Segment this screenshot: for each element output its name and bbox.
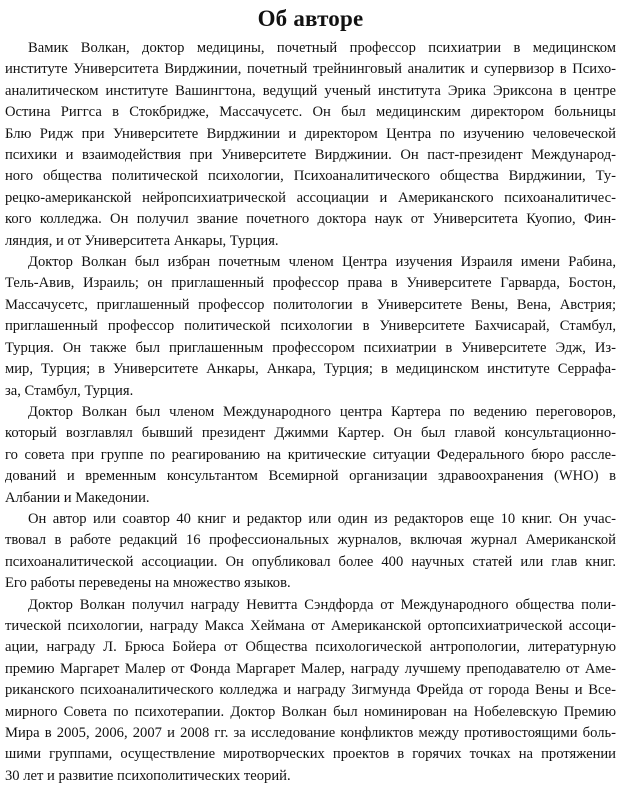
text-line: ации, награду Л. Брюса Бойера от Общества психологической антропологии, литературную (5, 639, 616, 656)
text-line: Массачусетс, приглашенный профессор политологии в Университете Вены, Вена, Австрия; (5, 296, 616, 313)
text-line: Турция. Он также был приглашенным профессором психиатрии в Университете Эдж, Из- (5, 339, 616, 356)
text-line: за, Стамбул, Турция. (5, 382, 134, 399)
text-line: твовал в работе редакций 16 профессиональных журналов, включая журнал Американской (5, 532, 616, 549)
text-line: Доктор Волкан был избран почетным членом Центра изучения Израиля имени Рабина, (28, 254, 616, 271)
text-line: го совета при группе по реагированию на критические ситуации Федерального бюро рассле- (5, 446, 616, 463)
text-line: риканского психоаналитического колледжа и награду Зигмунда Фрейда от города Вены и Все- (5, 682, 616, 699)
text-line: Мира в 2005, 2006, 2007 и 2008 гг. за исследование конфликтов между противостоящими боль- (5, 725, 616, 741)
text-line: дований и временным консультантом Всемирной организации здравоохранения (WHO) в (5, 468, 616, 485)
text-line: Вамик Волкан, доктор медицины, почетный профессор психиатрии в медицинском (28, 40, 616, 56)
text-line: Он автор или соавтор 40 книг и редактор или один из редакторов еще 10 книг. Он учас- (28, 510, 616, 527)
text-line: Доктор Волкан получил награду Невитта Сэндфорда от Международного общества поли- (28, 596, 616, 613)
text-line: шими группами, осуществление миротворческих проектов в горячих точках на протяжении (5, 746, 616, 763)
text-line: Блю Ридж при Университете Вирджинии и директором Центра по изучению человеческой (5, 125, 616, 142)
text-line: аналитическом институте Вашингтона, ведущий ученый института Эрика Эриксона в центре (5, 82, 616, 99)
text-line: ляндия, и от Университета Анкары, Турция. (5, 232, 279, 249)
paragraph (5, 252, 616, 402)
text-line: который возглавлял бывший президент Джимми Картер. Он был главой консультационно- (5, 425, 616, 442)
text-line: 30 лет и развитие психополитических теорий. (5, 767, 291, 784)
text-line: Остина Риггса в Стокбридже, Массачусетс. Он был медицинским директором больницы (5, 104, 616, 121)
paragraph (5, 402, 616, 509)
text-line: Албании и Македонии. (5, 489, 150, 506)
body-text (5, 38, 616, 787)
text-line: премию Маргарет Малер от Фонда Маргарет Малер, награду лучшему преподавателю от Аме- (5, 660, 616, 677)
text-line: мир, Турция; в Университете Анкары, Анкара, Турция; в медицинском институте Серрафа- (5, 361, 616, 378)
paragraph (5, 38, 616, 252)
text-line: Доктор Волкан был членом Международного центра Картера по ведению переговоров, (28, 403, 616, 420)
text-line: психоаналитической ассоциации. Он опубликовал более 400 научных статей или глав книг. (5, 553, 616, 570)
page-title: Об авторе (257, 6, 364, 31)
text-line: ного общества политической психологии, Психоаналитического общества Вирджинии, Ту- (5, 168, 616, 185)
text-line: психики и взаимодействия при Университете Вирджинии. Он паст-президент Международ- (5, 147, 616, 164)
text-line: рецко-американской нейропсихиатрической ассоциации и Американского психоаналитичес- (5, 189, 616, 206)
text-line: приглашенный профессор политической психологии в Университете Бахчисарай, Стамбул, (5, 318, 616, 335)
paragraph (5, 509, 616, 595)
text-line: тической психологии, награду Макса Хеймана от Американской ортопсихиатрической ассоци- (5, 617, 616, 634)
paragraph (5, 595, 616, 787)
text-line: Тель-Авив, Израиль; он приглашенный профессор права в Университете Гарварда, Бостон, (5, 275, 616, 292)
text-line: мирного Совета по психотерапии. Доктор Волкан был номинирован на Нобелевскую Премию (5, 703, 616, 720)
text-line: институте Университета Вирджинии, почетный трейнинговый аналитик и супервизор в Психо- (5, 61, 616, 78)
text-line: Его работы переведены на множество языков. (5, 575, 291, 592)
text-line: кого колледжа. Он получил звание почетного доктора наук от Университета Куопио, Фин- (5, 211, 616, 228)
